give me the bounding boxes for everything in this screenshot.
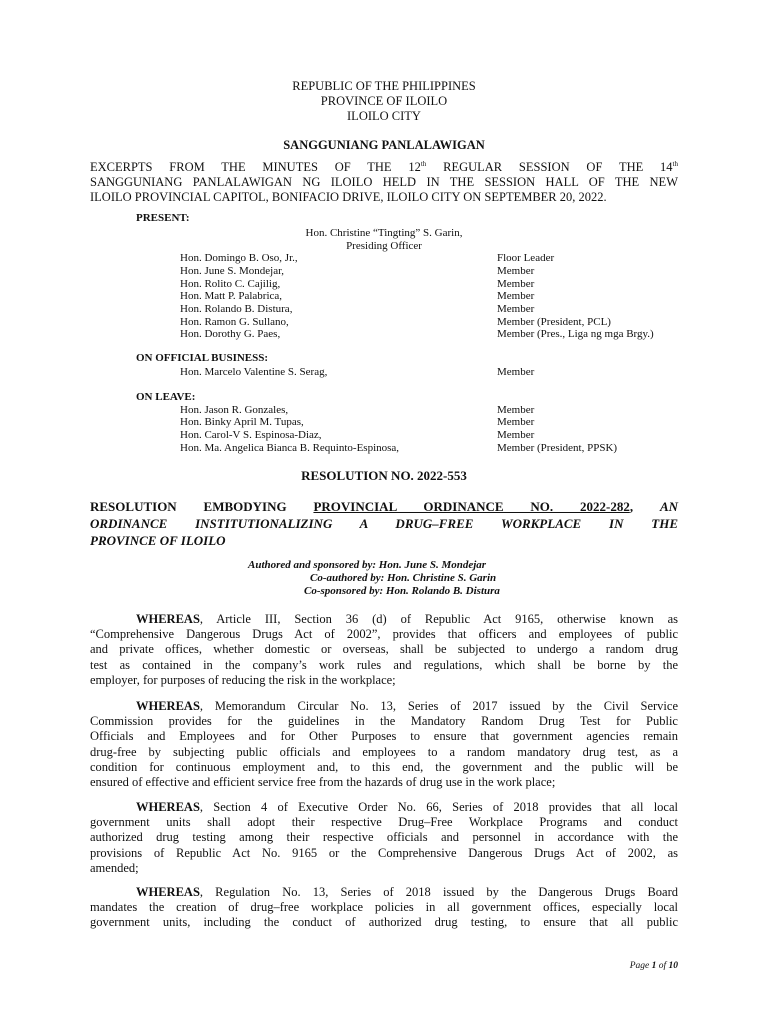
page-number-footer: Page 1 of 10 [629, 961, 678, 971]
intro-line-1: EXCERPTS FROM THE MINUTES OF THE 12th REGULAR SESSION OF THE 14th [90, 160, 678, 175]
whereas-clause: WHEREAS, Regulation No. 13, Series of 2018 issued by the Dangerous Drugs Board mandates the creation of drug–free workplace policies in all government offices, especially local government units, including the conduct of authorized drug testing, to ensure that all public [90, 885, 678, 930]
whereas-clause: WHEREAS, Article III, Section 36 (d) of Republic Act 9165, otherwise known as “Comprehensive Dangerous Drugs Act of 2002”, provides that officers and employees of public and private offices, whether domestic or overseas, shall be subjected to undergo a random drug test as contained in the company’s work rules and regulations, which shall be borne by the employer, for purposes of reducing the risk in the workplace; [90, 612, 678, 687]
resolution-title [90, 498, 678, 549]
resolution-title-line-1: RESOLUTION EMBODYING PROVINCIAL ORDINANCE NO. 2022-282, AN [90, 499, 678, 514]
header-republic: REPUBLIC OF THE PHILIPPINES [292, 79, 476, 93]
ordinance-number-link: PROVINCIAL ORDINANCE NO. 2022-282 [313, 499, 630, 514]
presiding-officer-title: Presiding Officer [346, 240, 422, 252]
present-label: PRESENT: [136, 212, 190, 224]
intro-line-2: SANGGUNIANG PANLALAWIGAN NG ILOILO HELD IN THE SESSION HALL OF THE NEW [90, 175, 678, 190]
whereas-clause: WHEREAS, Memorandum Circular No. 13, Series of 2017 issued by the Civil Service Commission provides for the guidelines in the Mandatory Random Drug Test for Public Officials and Employees and for Other Purposes to ensure that government agencies remain drug-free by subjecting public officials and employees to a random mandatory drug test, as a condition for continuous employment and, to this end, the government and the public will be ensured of effective and efficient service free from the hazards of drug use in the work place; [90, 699, 678, 790]
cosponsored-by: Co-sponsored by: Hon. Rolando B. Distura [304, 585, 500, 597]
header-city: ILOILO CITY [347, 109, 421, 123]
resolution-title-line-2: ORDINANCE INSTITUTIONALIZING A DRUG–FREE WORKPLACE IN THE [90, 516, 678, 531]
authored-by: Authored and sponsored by: Hon. June S. Mondejar [248, 559, 487, 571]
header-province: PROVINCE OF ILOILO [320, 94, 448, 108]
presiding-officer-name: Hon. Christine “Tingting” S. Garin, [305, 227, 463, 239]
header-body-title: SANGGUNIANG PANLALAWIGAN [283, 138, 485, 152]
intro-line-3: ILOILO PROVINCIAL CAPITOL, BONIFACIO DRIVE, ILOILO CITY ON SEPTEMBER 20, 2022. [90, 190, 607, 205]
session-intro [90, 157, 678, 205]
on-leave-label: ON LEAVE: [136, 391, 196, 403]
resolution-title-line-3: PROVINCE OF ILOILO [90, 533, 226, 548]
resolution-number: RESOLUTION NO. 2022-553 [301, 468, 467, 483]
coauthored-by: Co-authored by: Hon. Christine S. Garin [310, 572, 497, 584]
official-business-label: ON OFFICIAL BUSINESS: [136, 352, 269, 364]
document-page: REPUBLIC OF THE PHILIPPINES PROVINCE OF ILOILO ILOILO CITY SANGGUNIANG PANLALAWIGAN EXCERPTS FROM THE MINUTES OF THE 12th REGULAR SESSION OF THE 14th SANGGUNIANG PANLALAWIGAN NG ILOILO HELD IN THE SESSION HALL OF THE NEW ILOILO PROVINCIAL CAPITOL, BONIFACIO DRIVE, ILOILO CITY ON SEPTEMBER 20, 2022. PRESENT: Hon. Christine “Tingting” S. Garin, Presiding Officer Hon. Domingo B. Oso, Jr., Floor Leader Hon. June S. Mondejar, Member Hon. Rolito C. Cajilig, Member Hon. Matt P. Palabrica, Member Hon. Rolando B. Distura, Member Hon. Ramon G. Sullano, Member (President, PCL) Hon. Dorothy G. Paes, Member (Pres., Liga ng mga Brgy.) ON OFFICIAL BUSINESS: Hon. Marcelo Valentine S. Serag, Member ON LEAVE: Hon. Jason R. Gonzales, Member Hon. Binky April M. Tupas, Member Hon. Carol-V S. Espinosa-Diaz, Member Hon. Ma. Angelica Bianca B. Requinto-Espinosa, Member (President, PPSK) RESOLUTION NO. 2022-553 RESOLUTION EMBODYING PROVINCIAL ORDINANCE NO. 2022-282, AN ORDINANCE INSTITUTIONALIZING A DRUG–FREE WORKPLACE IN THE PROVINCE OF ILOILO Authored and sponsored by: Hon. June S. Mondejar Co-authored by: Hon. Christine S. Garin Co-sponsored by: Hon. Rolando B. Distura WHEREAS, Article III, Section 36 (d) of Republic Act 9165, otherwise known as “Comprehensive Dangerous Drugs Act of 2002”, provides that officers and employees of public and private offices, whether domestic or overseas, shall be subjected to undergo a random drug test as contained in the company’s work rules and regulations, which shall be borne by the employer, for purposes of reducing the risk in the workplace; WHEREAS, Memorandum Circular No. 13, Series of 2017 issued by the Civil Service Commission provides for the guidelines in the Mandatory Random Drug Test for Public Officials and Employees and for Other Purposes to ensure that government agencies remain drug-free by subjecting public officials and employees to a random mandatory drug test, as a condition for continuous employment and, to this end, the government and the public will be ensured of effective and efficient service free from the hazards of drug use in the work place; WHEREAS, Section 4 of Executive Order No. 66, Series of 2018 provides that all local government units shall adopt their respective Drug–Free Workplace Programs and conduct authorized drug testing among their respective officials and personnel in accordance with the provisions of Republic Act No. 9165 or the Comprehensive Dangerous Drugs Act of 2002, as amended; WHEREAS, Regulation No. 13, Series of 2018 issued by the Dangerous Drugs Board mandates the creation of drug–free workplace policies in all government offices, especially local government units, including the conduct of authorized drug testing, to ensure that all public Page 1 of 10 [0, 0, 768, 1024]
whereas-clause: WHEREAS, Section 4 of Executive Order No. 66, Series of 2018 provides that all local government units shall adopt their respective Drug–Free Workplace Programs and conduct authorized drug testing among their respective officials and personnel in accordance with the provisions of Republic Act No. 9165 or the Comprehensive Dangerous Drugs Act of 2002, as amended; [90, 800, 678, 875]
